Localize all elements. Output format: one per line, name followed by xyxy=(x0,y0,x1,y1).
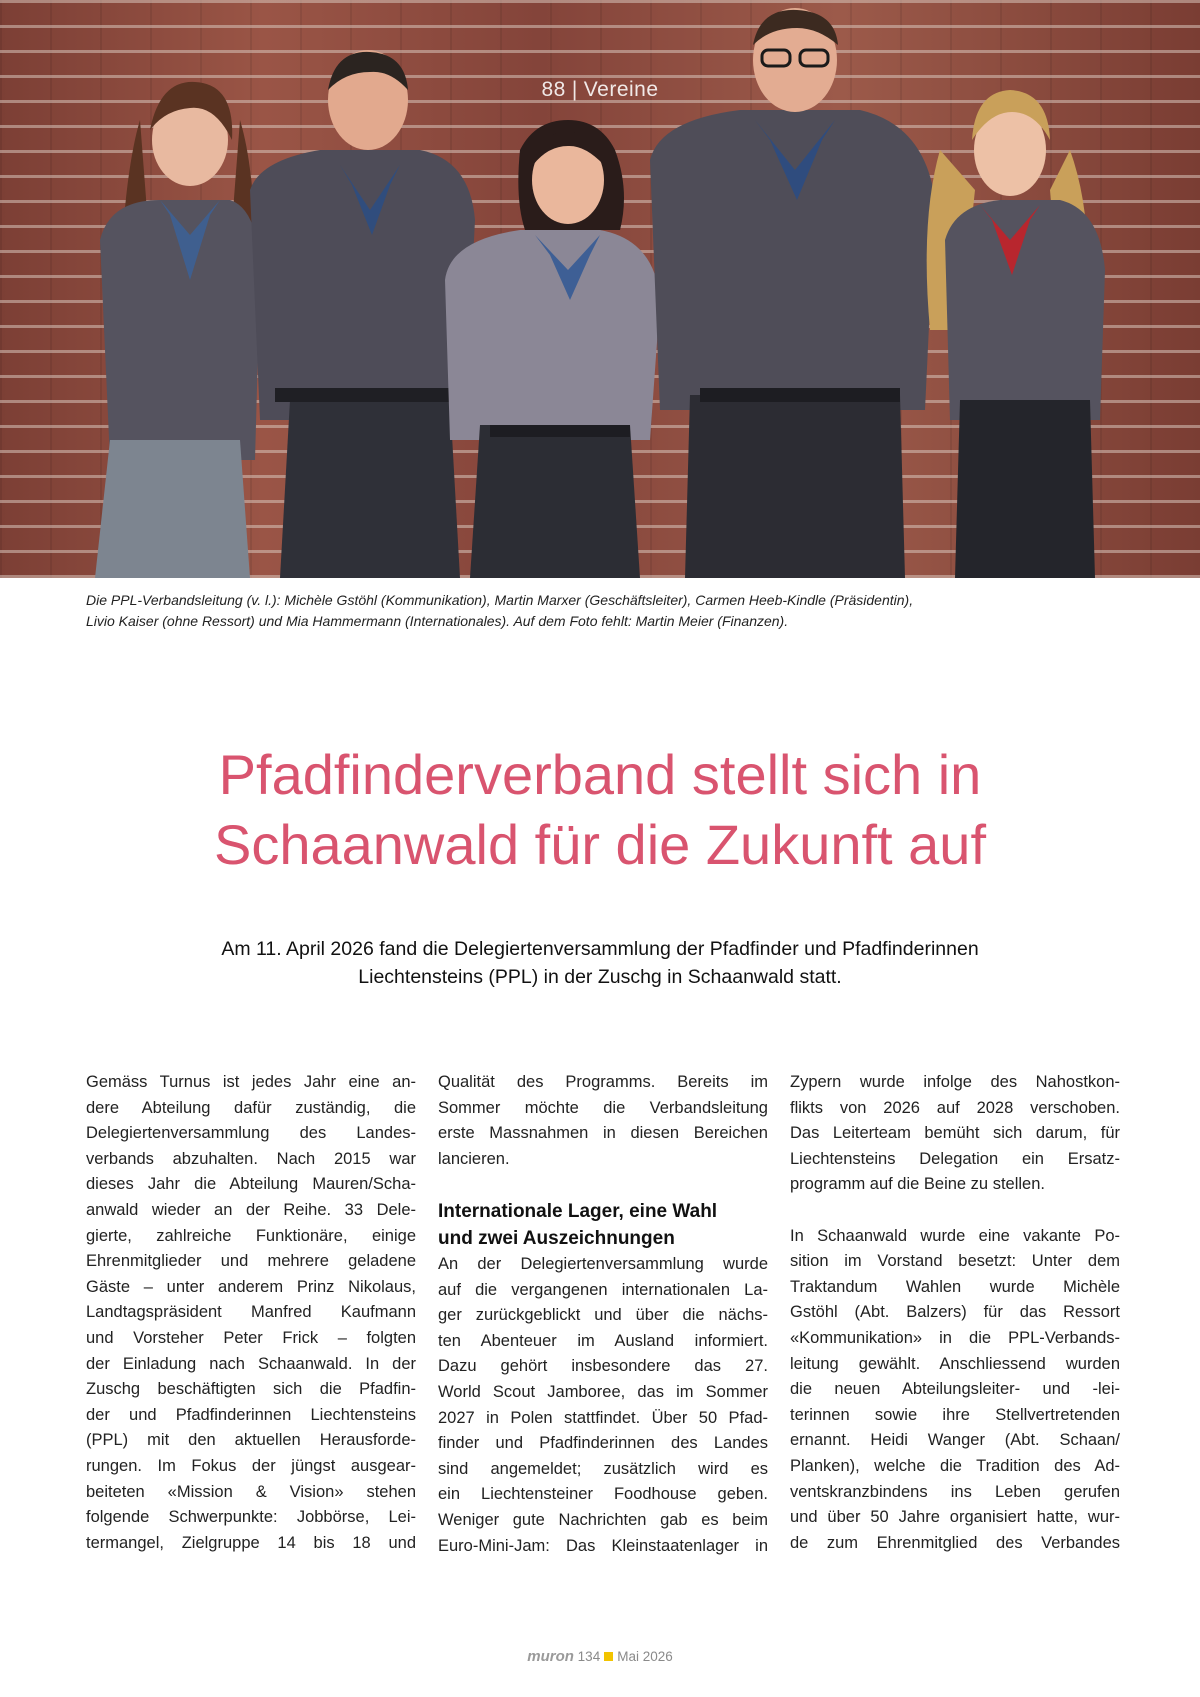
body-line: Weniger gute Nachrichten gab es beim xyxy=(438,1510,768,1529)
caption-line-2: Livio Kaiser (ohne Ressort) und Mia Hammermann (Internationales). Auf dem Foto fehlt: Martin Meier (Finanzen). xyxy=(86,613,789,629)
body-line: anwald wieder an der Reihe. 33 Dele- xyxy=(86,1200,416,1219)
body-line: terinnen sowie ihre Stellvertretenden xyxy=(790,1405,1120,1424)
body-line: Gstöhl (Abt. Balzers) für das Ressort xyxy=(790,1303,1120,1322)
title-line-1: Pfadfinderverband stellt sich in xyxy=(218,743,982,806)
body-line: «Kommunikation» in die PPL-Verbands- xyxy=(790,1328,1120,1347)
body-line: programm auf die Beine zu stellen. xyxy=(790,1175,1045,1194)
body-line: Euro-Mini-Jam: Das Kleinstaatenlager in xyxy=(438,1536,768,1555)
body-line: (PPL) mit den aktuellen Herausforde- xyxy=(86,1431,416,1450)
column-2 xyxy=(438,1070,768,1559)
body-line: gierte, zahlreiche Funktionäre, einige xyxy=(86,1226,416,1245)
article-title xyxy=(0,740,1200,880)
body-line: flikts von 2026 auf 2028 verschoben. xyxy=(790,1098,1120,1117)
body-line: dere Abteilung dafür zuständig, die xyxy=(86,1098,416,1117)
body-line: ger zurückgeblickt und über die nächs- xyxy=(438,1306,768,1325)
body-line: Delegiertenversammlung des Landes- xyxy=(86,1124,416,1143)
body-line: Ehrenmitglieder und mehrere geladene xyxy=(86,1252,416,1271)
lead-line-2: Liechtensteins (PPL) in der Zuschg in Schaanwald statt. xyxy=(358,966,842,988)
body-line: sind angemeldet; zusätzlich wird es xyxy=(438,1459,768,1478)
body-line: die neuen Abteilungsleiter- und -lei- xyxy=(790,1380,1120,1399)
body-line: lancieren. xyxy=(438,1149,510,1168)
body-line: finder und Pfadfinderinnen des Landes xyxy=(438,1434,768,1453)
footer-square-icon xyxy=(604,1652,613,1661)
body-line: Landtagspräsident Manfred Kaufmann xyxy=(86,1303,416,1322)
caption-line-1: Die PPL-Verbandsleitung (v. l.): Michèle Gstöhl (Kommunikation), Martin Marxer (Geschäftsleiter), Carmen Heeb-Kindle (Präsidentin), xyxy=(86,592,914,608)
body-line: 2027 in Polen stattfindet. Über 50 Pfad- xyxy=(438,1408,768,1427)
body-line: Dazu gehört insbesondere das 27. xyxy=(438,1357,768,1376)
photo-caption xyxy=(86,590,1126,632)
body-line: World Scout Jamboree, das im Sommer xyxy=(438,1382,768,1401)
paragraph-gap xyxy=(438,1172,768,1198)
body-line: ein Liechtensteiner Foodhouse geben. xyxy=(438,1485,768,1504)
body-line: ernannt. Heidi Wanger (Abt. Schaan/ xyxy=(790,1431,1120,1450)
title-line-2: Schaanwald für die Zukunft auf xyxy=(213,813,987,876)
body-line: de zum Ehrenmitglied des Verbandes xyxy=(790,1533,1120,1552)
body-line: sition im Vorstand besetzt: Unter dem xyxy=(790,1252,1120,1271)
body-line: Qualität des Programms. Bereits im xyxy=(438,1073,768,1091)
person-5 xyxy=(927,90,1105,578)
column-3 xyxy=(790,1070,1120,1556)
person-2 xyxy=(250,50,475,578)
lead-line-1: Am 11. April 2026 fand die Delegiertenversammlung der Pfadfinder und Pfadfinderinnen xyxy=(221,938,979,960)
subheading-line-1: Internationale Lager, eine Wahl xyxy=(438,1200,718,1222)
body-line: An der Delegiertenversammlung wurde xyxy=(438,1254,768,1273)
body-line: Gemäss Turnus ist jedes Jahr eine an- xyxy=(86,1073,416,1091)
article-lead xyxy=(0,935,1200,991)
body-line: In Schaanwald wurde eine vakante Po- xyxy=(790,1226,1120,1245)
body-line: dieses Jahr die Abteilung Mauren/Scha- xyxy=(86,1175,416,1194)
magazine-brand: muron xyxy=(527,1648,574,1665)
body-line: termangel, Zielgruppe 14 bis 18 und xyxy=(86,1533,416,1552)
body-line: verbands abzuhalten. Nach 2015 war xyxy=(86,1149,416,1168)
page-header xyxy=(0,78,1200,102)
paragraph-gap xyxy=(790,1198,1120,1224)
body-line: erste Massnahmen in diesen Bereichen xyxy=(438,1124,768,1143)
body-line: ten Abenteuer im Ausland informiert. xyxy=(438,1331,768,1350)
body-line: der Einladung nach Schaanwald. In der xyxy=(86,1354,416,1373)
body-line: Liechtensteins Delegation ein Ersatz- xyxy=(790,1149,1120,1168)
body-line: Planken), welche die Tradition des Ad- xyxy=(790,1456,1120,1475)
body-line: der und Pfadfinderinnen Liechtensteins xyxy=(86,1405,416,1424)
hero-photo xyxy=(0,0,1200,578)
body-line: folgende Schwerpunkte: Jobbörse, Lei- xyxy=(86,1508,416,1527)
issue-date: Mai 2026 xyxy=(617,1649,673,1664)
section-name: Vereine xyxy=(583,78,659,101)
header-separator: | xyxy=(571,78,578,101)
person-3 xyxy=(445,120,660,578)
person-1 xyxy=(95,82,260,578)
body-line: ventskranzbindens ins Leben gerufen xyxy=(790,1482,1120,1501)
page-number: 88 xyxy=(541,78,566,101)
body-line: Sommer möchte die Verbandsleitung xyxy=(438,1098,768,1117)
body-line: und über 50 Jahre organisiert hatte, wur- xyxy=(790,1508,1120,1527)
page-footer xyxy=(0,1648,1200,1665)
body-line: beiteten «Mission & Vision» stehen xyxy=(86,1482,416,1501)
issue-number: 134 xyxy=(577,1649,601,1664)
body-line: auf die vergangenen internationalen La- xyxy=(438,1280,768,1299)
body-line: leitung gewählt. Anschliessend wurden xyxy=(790,1354,1120,1373)
subheading-line-2: und zwei Auszeichnungen xyxy=(438,1227,675,1249)
body-line: Gäste – unter anderem Prinz Nikolaus, xyxy=(86,1277,416,1296)
body-line: Traktandum Wahlen wurde Michèle xyxy=(790,1277,1120,1296)
body-line: Zuschg beschäftigten sich die Pfadfin- xyxy=(86,1380,416,1399)
column-1 xyxy=(86,1070,416,1556)
body-line: Zypern wurde infolge des Nahostkon- xyxy=(790,1073,1120,1091)
body-line: und Vorsteher Peter Frick – folgten xyxy=(86,1328,416,1347)
body-line: Das Leiterteam bemüht sich darum, für xyxy=(790,1124,1120,1143)
body-line: rungen. Im Fokus der jüngst ausgear- xyxy=(86,1456,416,1475)
